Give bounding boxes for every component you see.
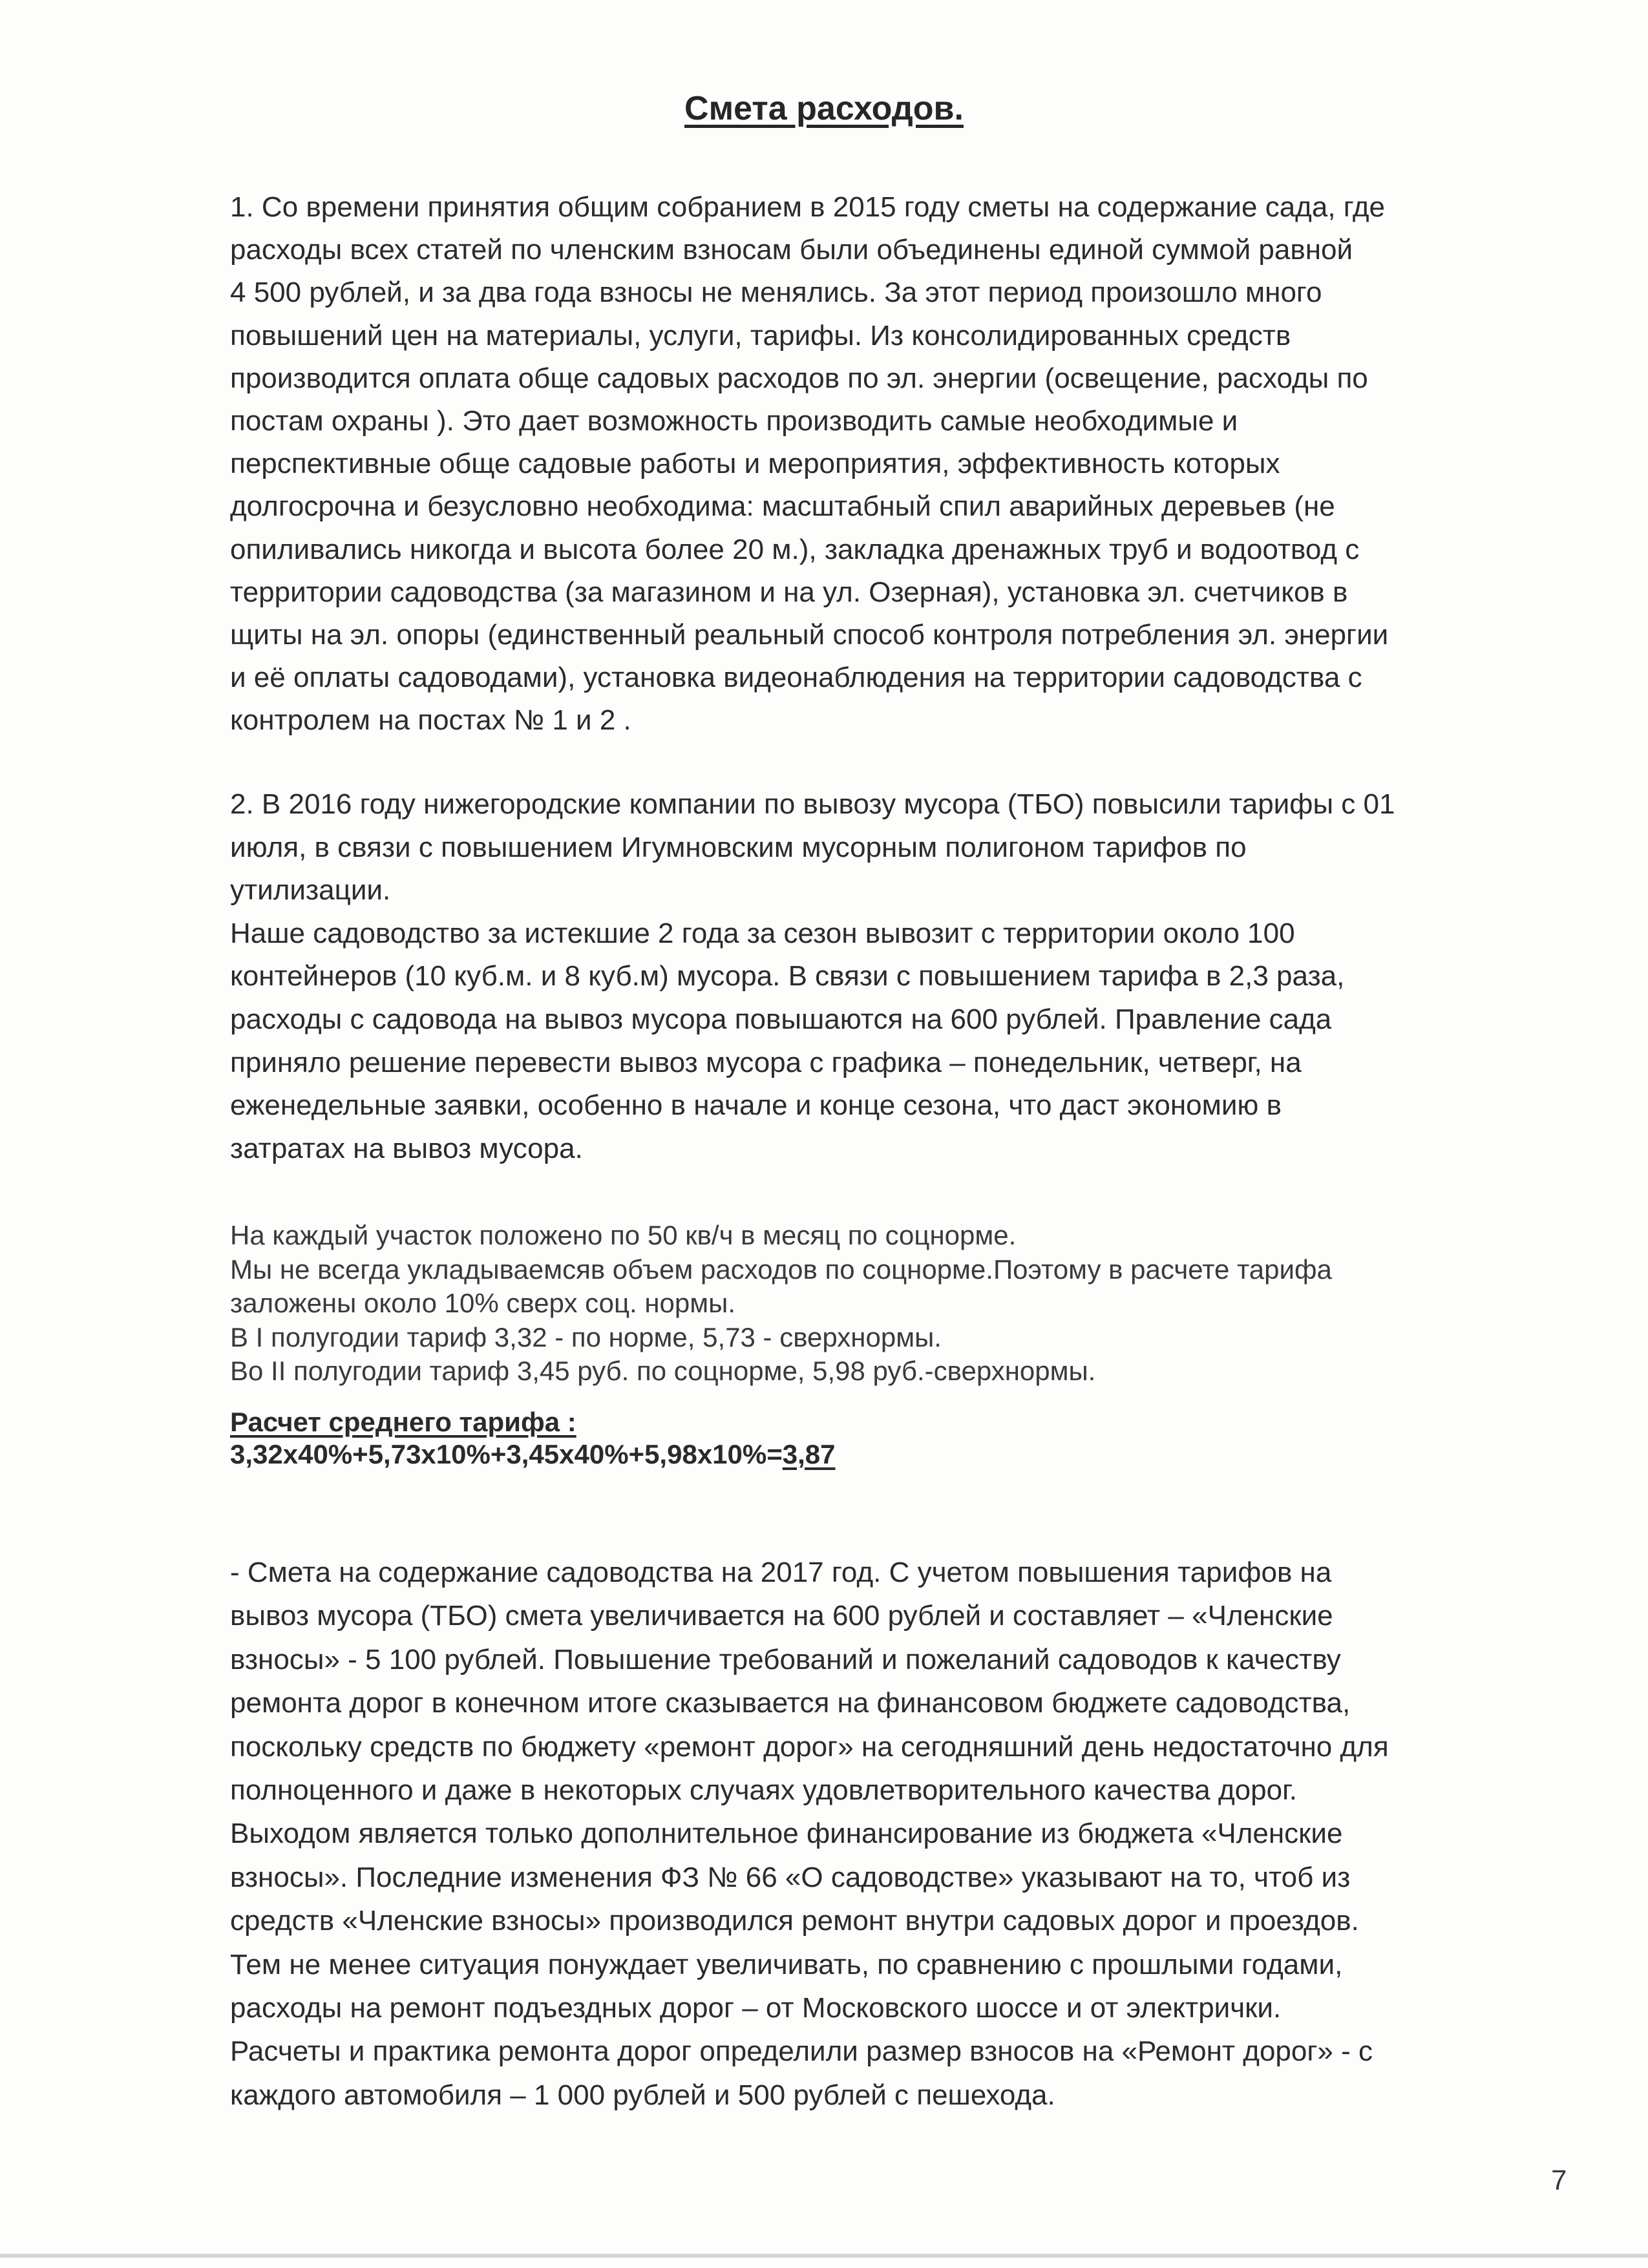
calculation-heading: Расчет среднего тарифа :: [230, 1407, 576, 1437]
text-line: каждого автомобиля – 1 000 рублей и 500 рублей с пешехода.: [230, 2079, 1055, 2111]
text-line: расходы всех статей по членским взносам были объединены единой суммой равной: [230, 234, 1353, 266]
text-line: - Смета на содержание садоводства на 2017 год. С учетом повышения тарифов на: [230, 1557, 1332, 1588]
section-2-paragraph: [230, 783, 1574, 1170]
tariff-calculation: [230, 1406, 1574, 1471]
text-line: долгосрочна и безусловно необходима: масштабный спил аварийных деревьев (не: [230, 490, 1335, 523]
text-line: заложены около 10% сверх соц. нормы.: [230, 1288, 735, 1318]
text-line: расходы с садовода на вывоз мусора повышаются на 600 рублей. Правление сада: [230, 1003, 1332, 1035]
text-line: постам охраны ). Это дает возможность производить самые необходимые и: [230, 405, 1238, 437]
text-line: ремонта дорог в конечном итоге сказывается на финансовом бюджете садоводства,: [230, 1687, 1351, 1719]
text-line: взносы». Последние изменения ФЗ № 66 «О садоводстве» указывают на то, чтоб из: [230, 1861, 1351, 1893]
text-line: 2. В 2016 году нижегородские компании по вывозу мусора (ТБО) повысили тарифы с 01: [230, 788, 1395, 820]
text-line: опиливались никогда и высота более 20 м.), закладка дренажных труб и водоотвод с: [230, 533, 1360, 565]
text-line: вывоз мусора (ТБО) смета увеличивается на 600 рублей и составляет – «Членские: [230, 1600, 1333, 1632]
text-line: средств «Членские взносы» производился ремонт внутри садовых дорог и проездов.: [230, 1905, 1359, 1937]
text-line: утилизации.: [230, 874, 391, 907]
scan-bottom-edge: [0, 2254, 1648, 2258]
text-line: Наше садоводство за истекшие 2 года за сезон вывозит с территории около 100: [230, 917, 1295, 949]
text-line: повышений цен на материалы, услуги, тарифы. Из консолидированных средств: [230, 319, 1291, 352]
text-line: 1. Со времени принятия общим собранием в 2015 году сметы на содержание сада, где: [230, 191, 1385, 223]
text-line: и её оплаты садоводами), установка видеонаблюдения на территории садоводства с: [230, 662, 1362, 694]
text-line: Выходом является только дополнительное финансирование из бюджета «Членские: [230, 1818, 1343, 1850]
text-line: взносы» - 5 100 рублей. Повышение требований и пожеланий садоводов к качеству: [230, 1643, 1341, 1675]
text-line: 4 500 рублей, и за два года взносы не менялись. За этот период произошло много: [230, 277, 1322, 309]
text-line: В I полугодии тариф 3,32 - по норме, 5,73 - сверхнормы.: [230, 1321, 942, 1352]
page-number: 7: [1551, 2165, 1567, 2196]
calculation-line: [230, 1438, 1574, 1471]
page-title: Смета расходов.: [684, 90, 964, 127]
section-1-paragraph: [230, 186, 1574, 742]
calculation-formula: 3,32х40%+5,73х10%+3,45х40%+5,98х10%=: [230, 1439, 783, 1469]
text-line: контейнеров (10 куб.м. и 8 куб.м) мусора. В связи с повышением тарифа в 2,3 раза,: [230, 960, 1345, 992]
text-line: Тем не менее ситуация понуждает увеличивать, по сравнению с прошлыми годами,: [230, 1948, 1343, 1980]
tariff-notes: [230, 1219, 1574, 1389]
text-line: расходы на ремонт подъездных дорог – от Московского шоссе и от электрички.: [230, 1992, 1282, 2024]
text-line: контролем на постах № 1 и 2 .: [230, 704, 631, 737]
text-line: июля, в связи с повышением Игумновским мусорным полигоном тарифов по: [230, 831, 1247, 863]
text-line: поскольку средств по бюджету «ремонт дорог» на сегодняшний день недостаточно для: [230, 1730, 1389, 1763]
text-line: приняло решение перевести вывоз мусора с графика – понедельник, четверг, на: [230, 1046, 1302, 1078]
text-line: Мы не всегда укладываемсяв объем расходов по соцнорме.Поэтому в расчете тарифа: [230, 1254, 1332, 1285]
text-line: На каждый участок положено по 50 кв/ч в месяц по соцнорме.: [230, 1220, 1017, 1250]
text-line: затратах на вывоз мусора.: [230, 1132, 583, 1164]
text-line: еженедельные заявки, особенно в начале и конце сезона, что даст экономию в: [230, 1089, 1282, 1122]
calculation-result: 3,87: [782, 1439, 836, 1469]
text-line: полноценного и даже в некоторых случаях удовлетворительного качества дорог.: [230, 1774, 1297, 1807]
text-line: территории садоводства (за магазином и на ул. Озерная), установка эл. счетчиков в: [230, 576, 1348, 608]
section-3-paragraph: [230, 1551, 1574, 2117]
text-line: Во II полугодии тариф 3,45 руб. по соцнорме, 5,98 руб.-сверхнормы.: [230, 1356, 1096, 1386]
text-line: Расчеты и практика ремонта дорог определили размер взносов на «Ремонт дорог» - с: [230, 2035, 1373, 2068]
text-line: щиты на эл. опоры (единственный реальный способ контроля потребления эл. энергии: [230, 619, 1389, 651]
text-line: перспективные обще садовые работы и мероприятия, эффективность которых: [230, 448, 1280, 480]
text-line: производится оплата обще садовых расходов по эл. энергии (освещение, расходы по: [230, 362, 1368, 394]
